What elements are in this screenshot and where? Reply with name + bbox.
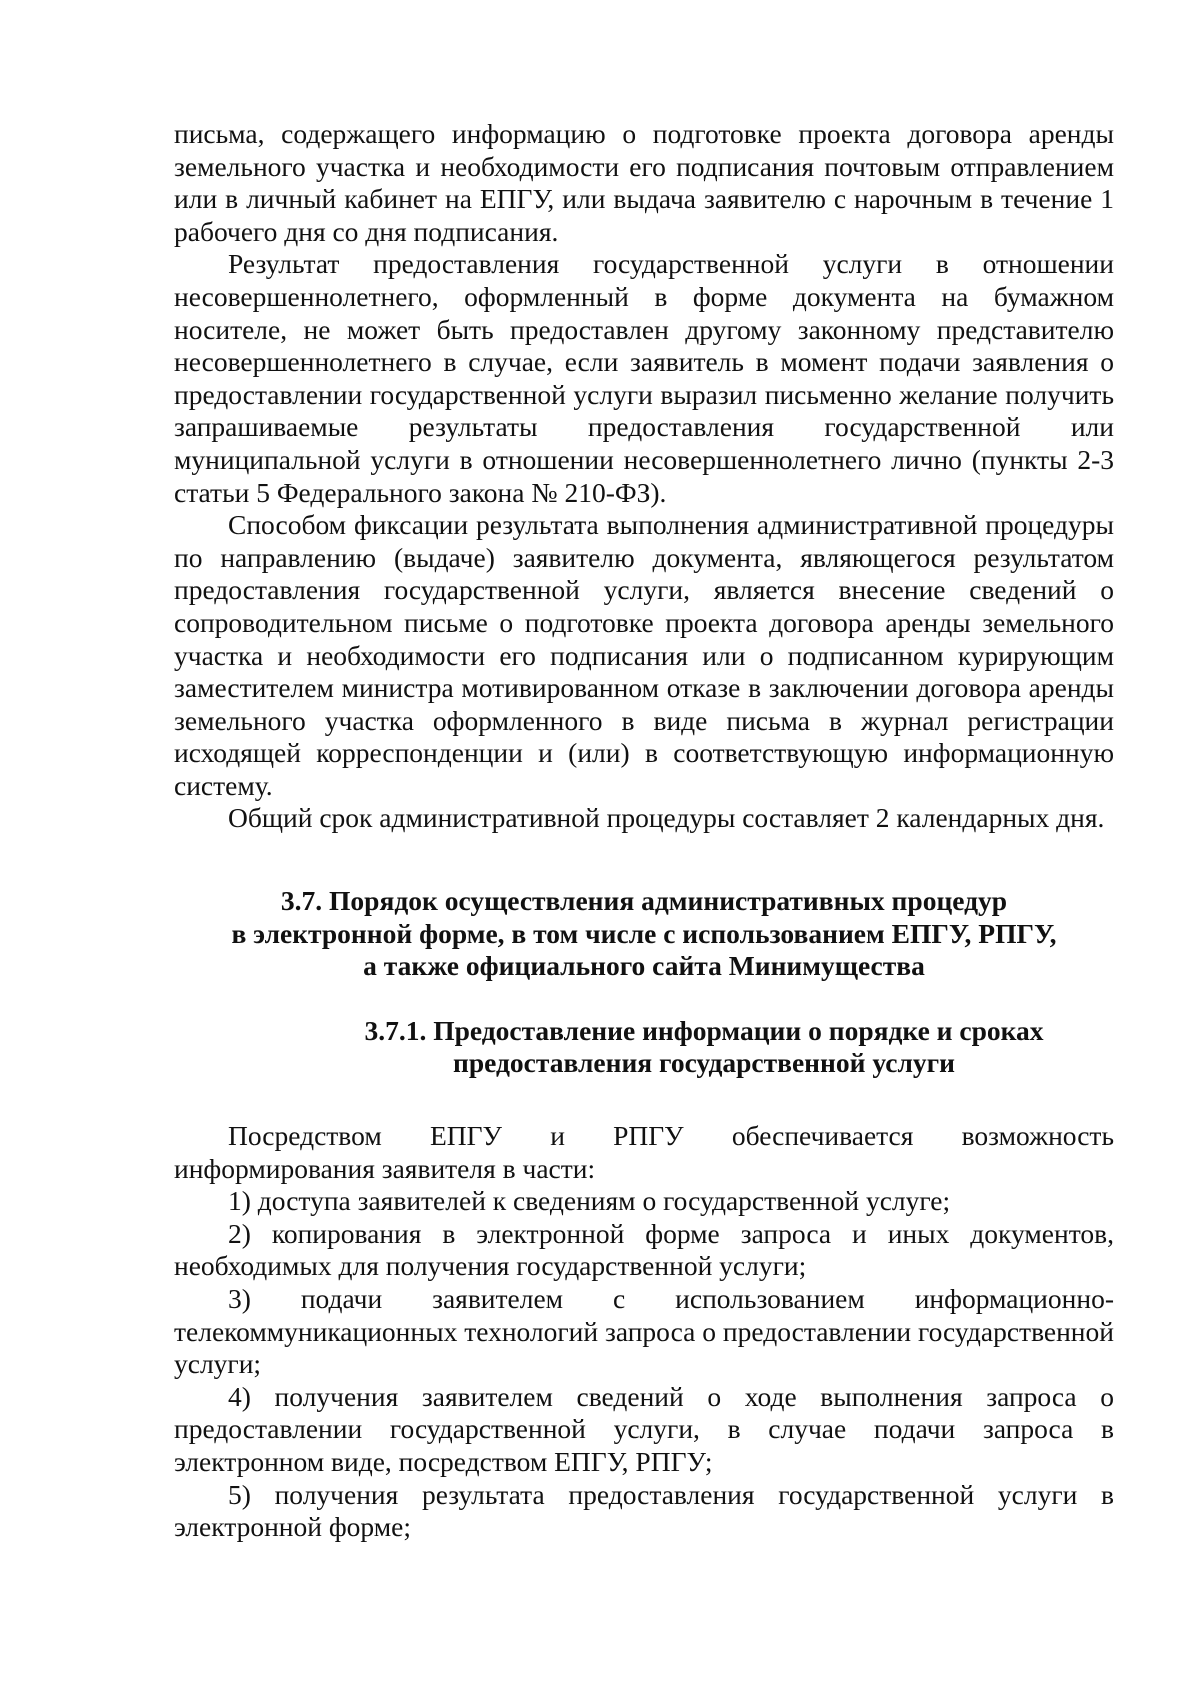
paragraph-continuation: письма, содержащего информацию о подготовке проекта договора аренды земельного участка и необходимости его подписания почтовым отправлением или в личный кабинет на ЕПГУ, или выдача заявителю с нарочным в течение 1 рабочего дня со дня подписания. [174, 118, 1114, 247]
subsection-heading-line: 3.7.1. Предоставление информации о порядке и сроках [364, 1014, 1044, 1046]
section-heading-3-7 [174, 885, 1114, 983]
section-heading-line: 3.7. Порядок осуществления административных процедур [280, 885, 1008, 917]
section-heading-line: а также официального сайта Минимущества [363, 950, 925, 982]
section-heading-line: в электронной форме, в том числе с использованием ЕПГУ, РПГУ, [231, 917, 1057, 949]
list-item: 1) доступа заявителей к сведениям о государственной услуге; [228, 1185, 951, 1217]
paragraph-epgu-intro: Посредством ЕПГУ и РПГУ обеспечивается возможность информирования заявителя в части: [174, 1120, 1114, 1184]
subsection-heading-line: предоставления государственной услуги [453, 1047, 955, 1079]
document-body [174, 118, 1114, 1544]
subsection-heading-3-7-1 [174, 1015, 1114, 1080]
list-item: 5) получения результата предоставления государственной услуги в электронной форме; [174, 1478, 1114, 1543]
paragraph-fixation-method: Способом фиксации результата выполнения административной процедуры по направлению (выдаче) заявителю документа, являющегося результатом предоставления государственной услуги, является внесение сведений о сопроводительном письме о подготовке проекта договора аренды земельного участка и необходимости его подписания или о подписанном курирующим заместителем министра мотивированном отказе в заключении договора аренды земельного участка оформленного в виде письма в журнал регистрации исходящей корреспонденции и (или) в соответствующую информационную систему. [174, 509, 1114, 801]
list-item: 3) подачи заявителем с использованием информационно-телекоммуникационных технологий запроса о предоставлении государственной услуги; [174, 1283, 1114, 1380]
list-item: 2) копирования в электронной форме запроса и иных документов, необходимых для получения государственной услуги; [174, 1217, 1114, 1282]
paragraph-minor-result: Результат предоставления государственной услуги в отношении несовершеннолетнего, оформленный в форме документа на бумажном носителе, не может быть предоставлен другому законному представителю несовершеннолетнего в случае, если заявитель в момент подачи заявления о предоставлении государственной услуги выразил письменно желание получить запрашиваемые результаты предоставления государственной или муниципальной услуги в отношении несовершеннолетнего лично (пункты 2-3 статьи 5 Федерального закона № 210-ФЗ). [174, 248, 1114, 508]
paragraph-total-term: Общий срок административной процедуры составляет 2 календарных дня. [228, 802, 1105, 834]
list-item: 4) получения заявителем сведений о ходе выполнения запроса о предоставлении государственной услуги, в случае подачи запроса в электронном виде, посредством ЕПГУ, РПГУ; [174, 1380, 1114, 1477]
